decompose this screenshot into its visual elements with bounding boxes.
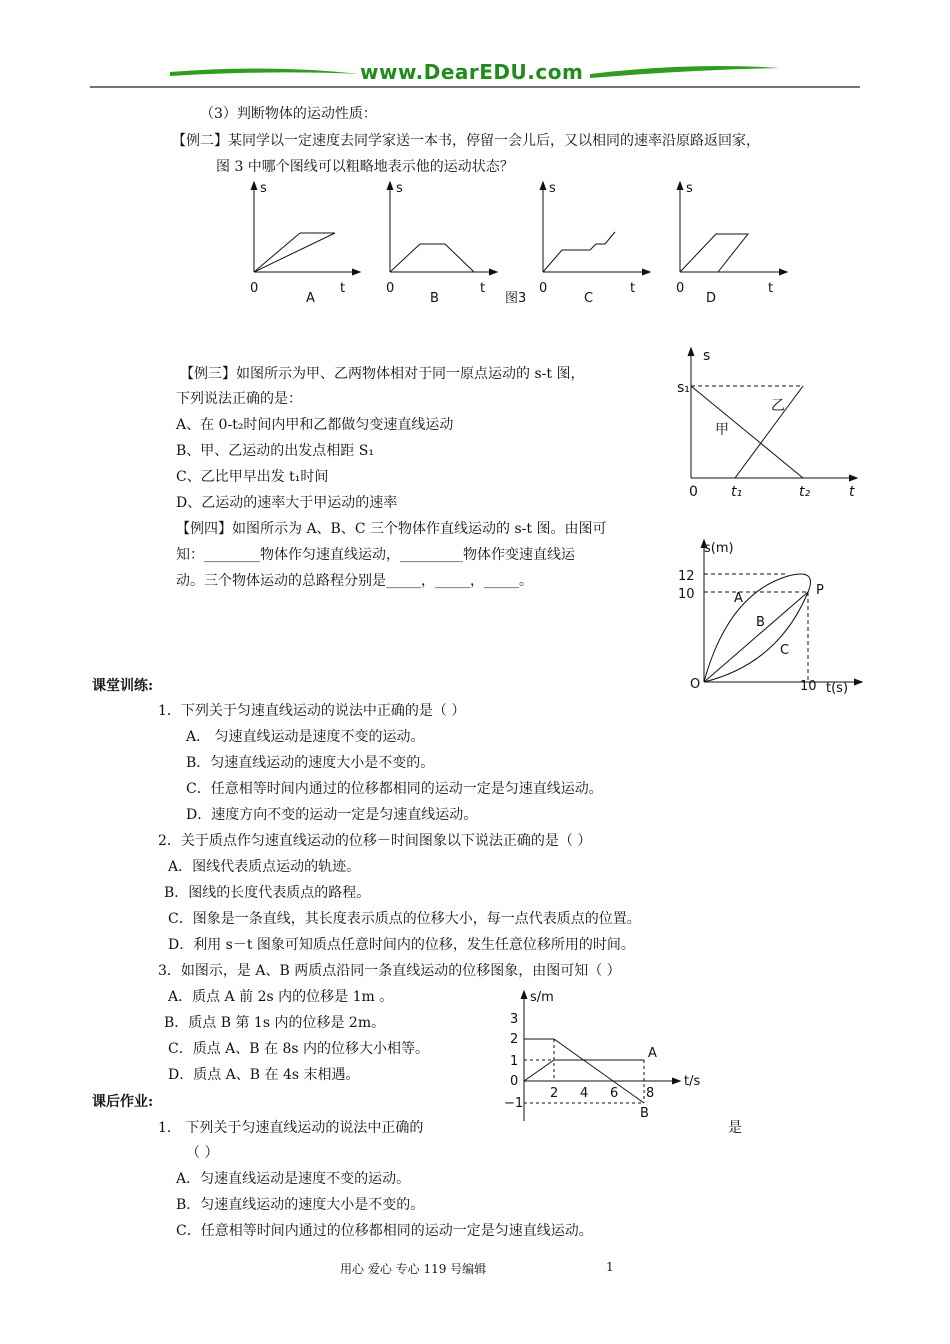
homework-q1-b: B．匀速直线运动的速度大小是不变的。 (176, 1197, 425, 1213)
ex4-y10: 10 (678, 587, 695, 602)
ex4-axis-ylabel: s(m) (704, 541, 734, 556)
ex2-axis-t-b: t (480, 281, 486, 296)
ex4-axis-xlabel: t(s) (826, 681, 849, 696)
ex3-option-d: D、乙运动的速率大于甲运动的速率 (176, 495, 398, 511)
ex3-graph (675, 342, 865, 502)
section-3-heading: （3）判断物体的运动性质： (200, 106, 377, 122)
q3-graph-svg (500, 985, 720, 1125)
ex2-label-c: C (584, 291, 594, 306)
ex2-fig-label: 图3 (505, 291, 527, 306)
page-number: 1 (606, 1260, 614, 1274)
ex3-t1: t₁ (731, 484, 743, 500)
ex2-axis-s-a: s (260, 181, 267, 196)
classroom-q2-a: A．图线代表质点运动的轨迹。 (168, 859, 361, 875)
classroom-q1: 1．下列关于匀速直线运动的说法中正确的是（ ） (158, 703, 466, 719)
q3-y2: 2 (510, 1032, 519, 1047)
classroom-q2: 2．关于质点作匀速直线运动的位移－时间图象以下说法正确的是（ ） (158, 833, 592, 849)
classroom-q3-d: D．质点 A、B 在 4s 末相遇。 (168, 1067, 360, 1083)
ex3-axis-s: s (703, 348, 711, 364)
classroom-q1-d: D．速度方向不变的运动一定是匀速直线运动。 (186, 807, 478, 823)
ex2-axis-s-c: s (549, 181, 556, 196)
homework-q1-paren: （ ） (186, 1145, 219, 1161)
ex3-jia: 甲 (715, 422, 729, 438)
ex3-origin: 0 (689, 484, 698, 500)
ex3-s1: s₁ (677, 380, 690, 396)
classroom-title: 课堂训练: (92, 678, 154, 694)
q3-x2: 2 (550, 1086, 559, 1101)
ex3-axis-t: t (849, 484, 855, 500)
ex2-origin-d: 0 (676, 281, 685, 296)
q3-x8: 8 (646, 1086, 655, 1101)
classroom-q3-c: C．质点 A、B 在 8s 内的位移大小相等。 (168, 1041, 430, 1057)
ex3-option-a: A、在 0-t₂时间内甲和乙都做匀变速直线运动 (176, 417, 454, 433)
ex2-axis-s-d: s (686, 181, 693, 196)
classroom-q1-b: B．匀速直线运动的速度大小是不变的。 (186, 755, 435, 771)
ex3-option-c: C、乙比甲早出发 t₁时间 (176, 469, 329, 485)
ex2-axis-t-c: t (630, 281, 636, 296)
ex3-graph-svg (675, 342, 865, 502)
ex2-origin-c: 0 (539, 281, 548, 296)
homework-title: 课后作业: (92, 1094, 154, 1110)
logo-text: www.DearEDU.com (360, 60, 584, 84)
classroom-q3-a: A．质点 A 前 2s 内的位移是 1m 。 (168, 989, 394, 1005)
ex4-label-c: C (780, 643, 790, 658)
classroom-q1-c: C．任意相等时间内通过的位移都相同的运动一定是匀速直线运动。 (186, 781, 603, 797)
ex3-line1: 【例三】如图所示为甲、乙两物体相对于同一原点运动的 s-t 图， (180, 366, 585, 382)
ex2-axis-t-a: t (340, 281, 346, 296)
ex4-graph (668, 534, 868, 699)
ex2-label-b: B (430, 291, 439, 306)
ex3-option-b: B、甲、乙运动的出发点相距 S₁ (176, 443, 374, 459)
ex2-axis-s-b: s (396, 181, 403, 196)
q3-label-a: A (648, 1046, 657, 1061)
footer-text: 用心 爱心 专心 119 号编辑 (340, 1262, 487, 1276)
ex2-origin-b: 0 (386, 281, 395, 296)
ex4-graph-svg (668, 534, 868, 699)
ex3-t2: t₂ (799, 484, 811, 500)
classroom-q3: 3．如图示，是 A、B 两质点沿同一条直线运动的位移图象，由图可知（ ） (158, 963, 621, 979)
ex2-line2: 图 3 中哪个图线可以粗略地表示他的运动状态？ (216, 159, 514, 175)
q3-x4: 4 (580, 1086, 589, 1101)
ex2-graphs-svg (240, 178, 800, 308)
q3-y1: 1 (510, 1054, 519, 1069)
ex4-label-a: A (734, 591, 743, 606)
ex4-point-p: P (816, 583, 824, 598)
ex3-yi: 乙 (771, 398, 785, 414)
ex3-line2: 下列说法正确的是： (176, 391, 302, 407)
homework-q1-a: A．匀速直线运动是速度不变的运动。 (176, 1171, 411, 1187)
q3-x6: 6 (610, 1086, 619, 1101)
q3-y3: 3 (510, 1012, 519, 1027)
homework-q1: 1． 下列关于匀速直线运动的说法中正确的 (158, 1120, 424, 1136)
classroom-q2-c: C．图象是一条直线，其长度表示质点的位移大小，每一点代表质点的位置。 (168, 911, 641, 927)
ex4-x10: 10 (800, 679, 817, 694)
q3-graph (500, 985, 720, 1125)
header-logo (90, 58, 860, 90)
ex4-line1: 【例四】如图所示为 A、B、C 三个物体作直线运动的 s-t 图。由图可 (176, 521, 607, 537)
ex2-line1: 【例二】某同学以一定速度去同学家送一本书，停留一会儿后，又以相同的速率沿原路返回家， (172, 133, 760, 149)
ex2-origin-a: 0 (250, 281, 259, 296)
classroom-q2-d: D．利用 s－t 图象可知质点任意时间内的位移，发生任意位移所用的时间。 (168, 937, 635, 953)
classroom-q3-b: B．质点 B 第 1s 内的位移是 2m。 (164, 1015, 386, 1031)
q3-axis-xlabel: t/s (684, 1074, 701, 1089)
ex4-origin: O (690, 677, 701, 692)
q3-label-b: B (640, 1106, 649, 1121)
ex4-line3: 动。三个物体运动的总路程分别是_____，_____，_____。 (176, 573, 533, 589)
ex4-y12: 12 (678, 569, 695, 584)
ex2-axis-t-d: t (768, 281, 774, 296)
ex4-line2: 知：________物体作匀速直线运动，_________物体作变速直线运 (176, 547, 575, 563)
homework-q1-c: C．任意相等时间内通过的位移都相同的运动一定是匀速直线运动。 (176, 1223, 593, 1239)
ex2-graphs (240, 178, 800, 308)
q3-axis-ylabel: s/m (530, 990, 554, 1005)
homework-q1-end: 是 (728, 1120, 742, 1136)
ex4-label-b: B (756, 615, 765, 630)
q3-yneg1: −1 (504, 1096, 524, 1111)
ex2-label-d: D (706, 291, 717, 306)
q3-y0: 0 (510, 1074, 519, 1089)
classroom-q2-b: B．图线的长度代表质点的路程。 (164, 885, 371, 901)
classroom-q1-a: A． 匀速直线运动是速度不变的运动。 (186, 729, 425, 745)
ex2-label-a: A (306, 291, 315, 306)
